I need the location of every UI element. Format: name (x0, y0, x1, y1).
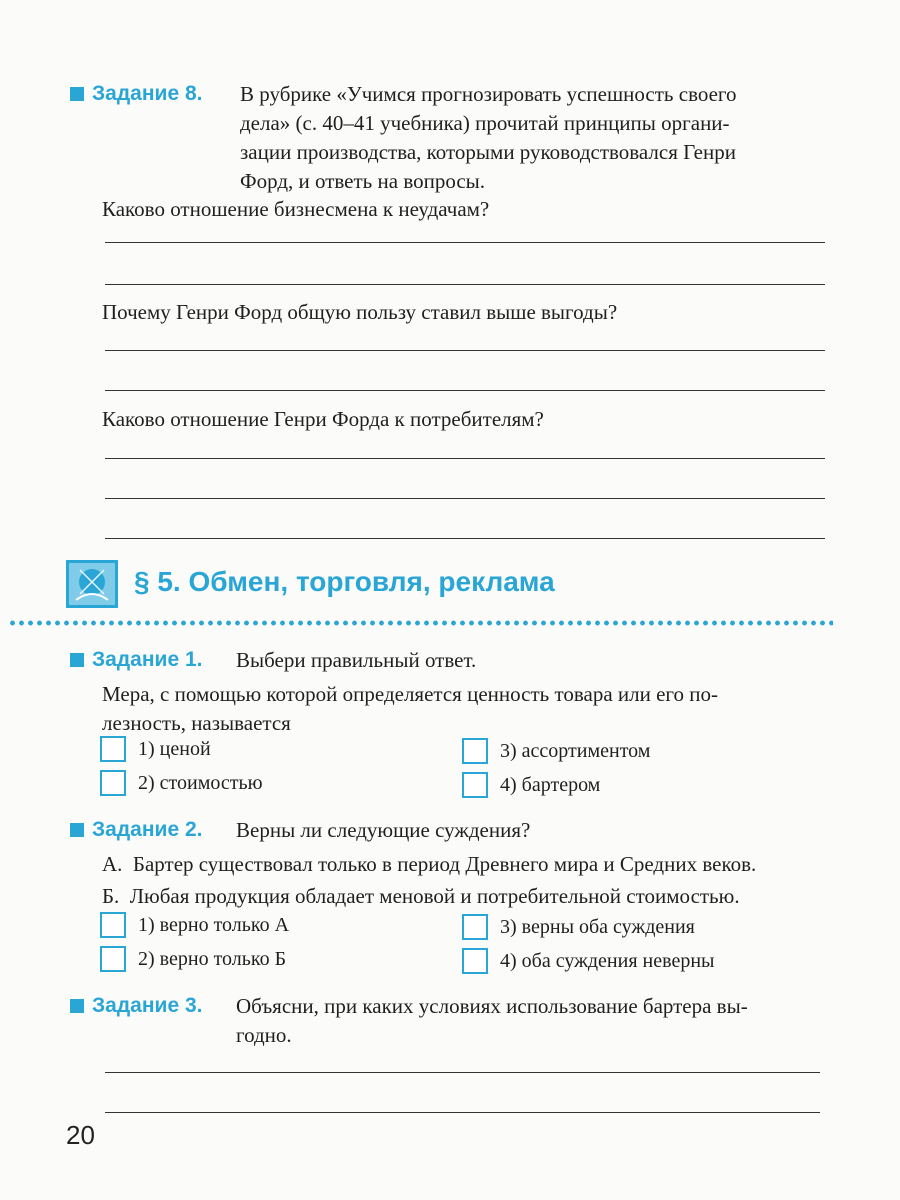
task1-instruction: Выбери правильный ответ. (236, 648, 477, 672)
page-number: 20 (66, 1120, 95, 1150)
section-icon (66, 560, 118, 608)
checkbox[interactable] (100, 736, 126, 762)
task3-line: годно. (236, 1023, 292, 1047)
option-label: 3) верны оба суждения (500, 915, 695, 938)
task2-header (70, 818, 202, 842)
answer-line[interactable] (105, 390, 825, 391)
task1-option-2[interactable] (100, 770, 263, 796)
section-divider (8, 620, 833, 626)
option-label: 4) бартером (500, 773, 601, 796)
checkbox[interactable] (462, 914, 488, 940)
checkbox[interactable] (462, 738, 488, 764)
task8-intro-line: Форд, и ответь на вопросы. (240, 169, 486, 193)
task3-text (236, 992, 830, 1050)
task8-question-2: Почему Генри Форд общую пользу ставил выше выгоды? (102, 300, 618, 324)
task1-option-4[interactable] (462, 772, 600, 798)
task-bullet-icon (70, 87, 84, 101)
task2-option-1[interactable] (100, 912, 289, 938)
task1-question (102, 680, 830, 738)
task1-option-3[interactable] (462, 738, 650, 764)
task8-label: Задание 8. (92, 82, 203, 105)
task1-header (70, 648, 202, 672)
task8-intro-line: зации производства, которыми руководствовался Генри (240, 140, 736, 164)
checkbox[interactable] (462, 772, 488, 798)
task-bullet-icon (70, 999, 84, 1013)
answer-line[interactable] (105, 1072, 820, 1073)
task1-question-line: Мера, с помощью которой определяется ценность товара или его по- (102, 682, 718, 706)
task-bullet-icon (70, 823, 84, 837)
task2-instruction: Верны ли следующие суждения? (236, 818, 531, 842)
task3-header (70, 994, 202, 1018)
option-label: 3) ассортиментом (500, 739, 651, 762)
option-label: 2) верно только Б (138, 947, 287, 970)
task2-option-3[interactable] (462, 914, 695, 940)
task2-option-2[interactable] (100, 946, 286, 972)
option-label: 2) стоимостью (138, 771, 263, 794)
answer-line[interactable] (105, 538, 825, 539)
answer-line[interactable] (105, 242, 825, 243)
task2-label: Задание 2. (92, 818, 203, 841)
task3-line: Объясни, при каких условиях использование бартера вы- (236, 994, 748, 1018)
checkbox[interactable] (100, 912, 126, 938)
answer-line[interactable] (105, 458, 825, 459)
option-label: 1) ценой (138, 737, 211, 760)
answer-line[interactable] (105, 1112, 820, 1113)
checkbox[interactable] (100, 946, 126, 972)
section-title: § 5. Обмен, торговля, реклама (134, 566, 555, 597)
task8-intro (240, 80, 832, 196)
task-bullet-icon (70, 653, 84, 667)
task2-statement-a: А. Бартер существовал только в период Древнего мира и Средних веков. (102, 852, 757, 876)
task2-option-4[interactable] (462, 948, 714, 974)
checkbox[interactable] (100, 770, 126, 796)
task8-question-3: Каково отношение Генри Форда к потребителям? (102, 407, 544, 431)
task8-header (70, 82, 202, 106)
answer-line[interactable] (105, 350, 825, 351)
task3-label: Задание 3. (92, 994, 203, 1017)
task1-question-line: лезность, называется (102, 711, 291, 735)
task2-statement-b: Б. Любая продукция обладает меновой и потребительной стоимостью. (102, 884, 740, 908)
task8-question-1: Каково отношение бизнесмена к неудачам? (102, 197, 490, 221)
task8-intro-line: В рубрике «Учимся прогнозировать успешность своего (240, 82, 737, 106)
checkbox[interactable] (462, 948, 488, 974)
task1-option-1[interactable] (100, 736, 211, 762)
answer-line[interactable] (105, 284, 825, 285)
task1-label: Задание 1. (92, 648, 203, 671)
task8-intro-line: дела» (с. 40–41 учебника) прочитай принципы органи- (240, 111, 730, 135)
answer-line[interactable] (105, 498, 825, 499)
option-label: 1) верно только А (138, 913, 290, 936)
option-label: 4) оба суждения неверны (500, 949, 715, 972)
